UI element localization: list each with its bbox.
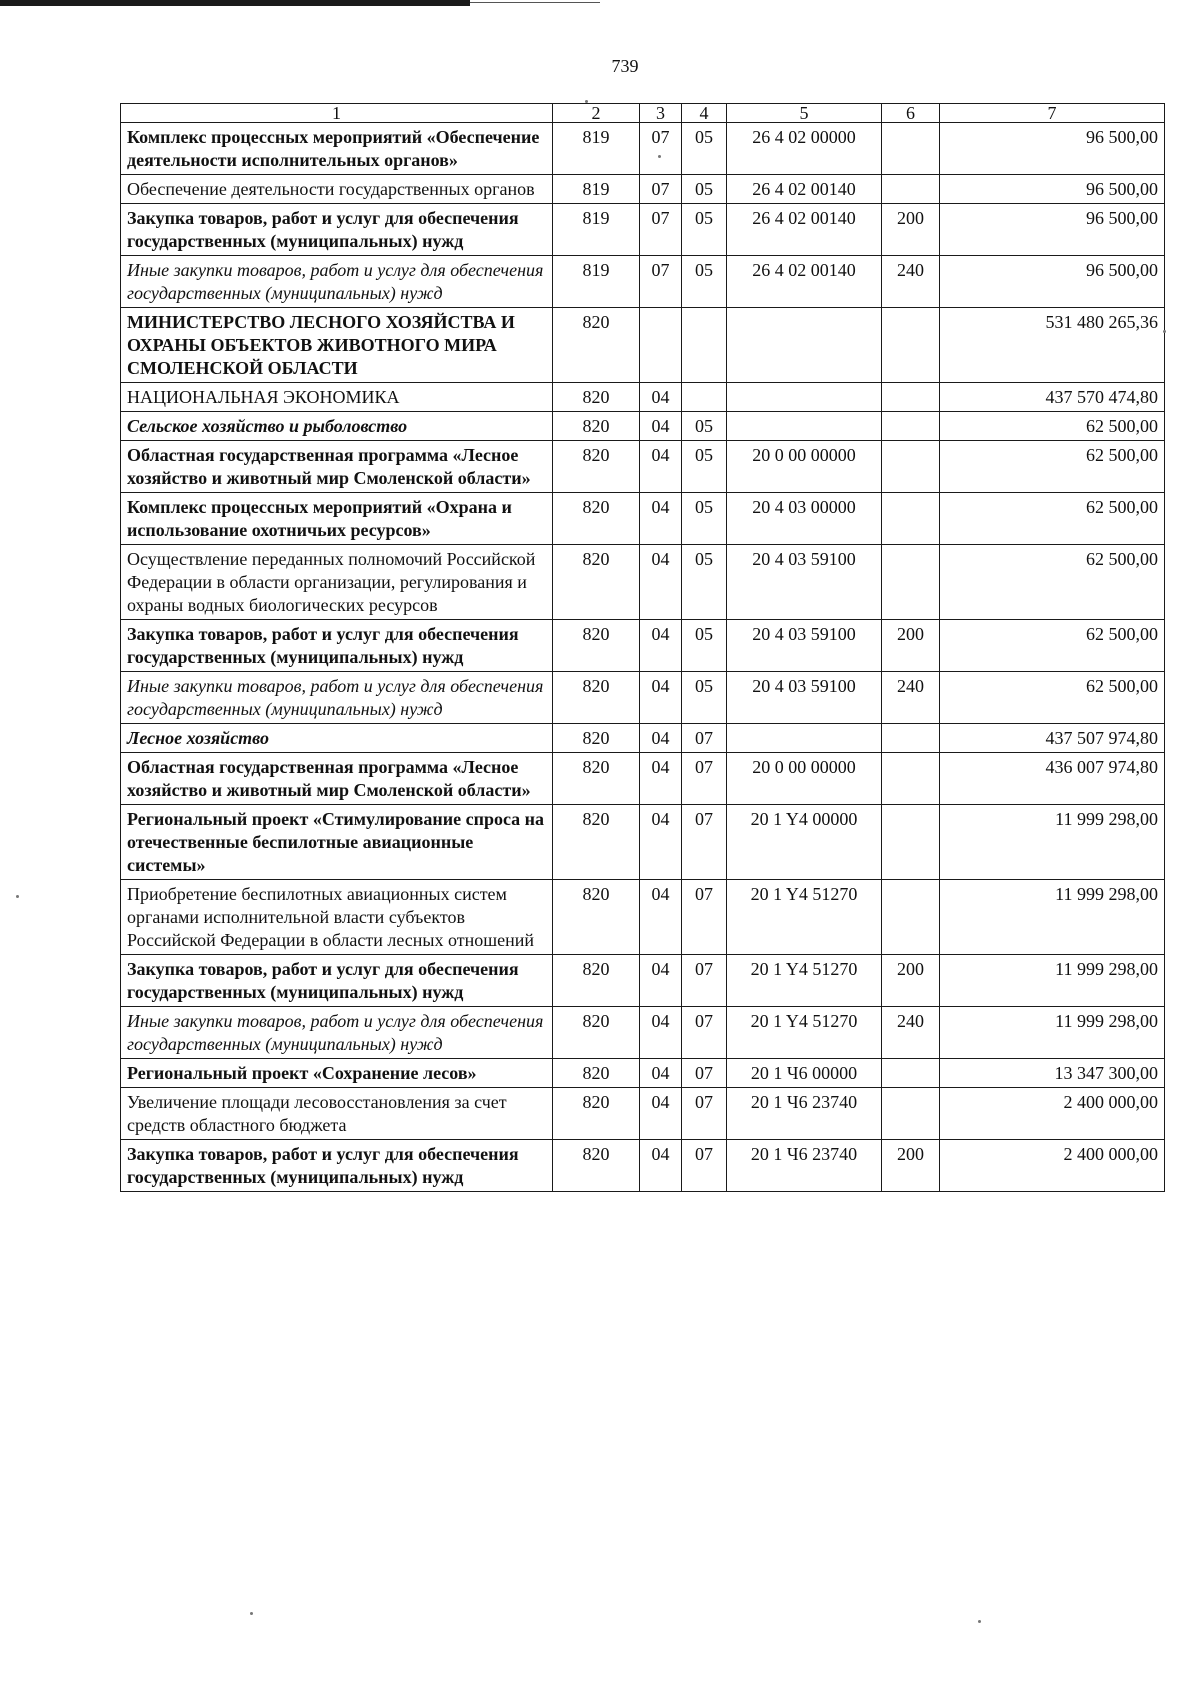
row-admin-code-cell: 820 [553,880,640,955]
row-subsection-code-cell: 05 [682,672,727,724]
header-row [121,104,1165,123]
row-target-code-cell: 20 0 00 00000 [727,753,882,805]
row-expense-type-cell [882,753,940,805]
row-amount-cell: 62 500,00 [940,545,1165,620]
row-admin-code-cell: 820 [553,441,640,493]
row-name-cell: Иные закупки товаров, работ и услуг для обеспечения государственных (муниципальных) нужд [121,256,553,308]
row-target-code-cell: 20 4 03 59100 [727,672,882,724]
row-section-code-cell: 04 [640,1088,682,1140]
row-name-cell: Закупка товаров, работ и услуг для обеспечения государственных (муниципальных) нужд [121,204,553,256]
row-amount-cell: 96 500,00 [940,175,1165,204]
row-subsection-code-cell: 05 [682,620,727,672]
row-subsection-code-cell: 07 [682,1059,727,1088]
row-expense-type-cell: 240 [882,672,940,724]
table-header [121,104,1165,123]
scan-speck [658,155,661,158]
table-row [121,545,1165,620]
row-subsection-code-cell: 07 [682,805,727,880]
row-amount-cell: 96 500,00 [940,204,1165,256]
row-amount-cell: 437 570 474,80 [940,383,1165,412]
row-name-cell: Комплекс процессных мероприятий «Обеспечение деятельности исполнительных органов» [121,123,553,175]
row-amount-cell: 62 500,00 [940,441,1165,493]
row-target-code-cell: 20 1 Y4 00000 [727,805,882,880]
row-target-code-cell: 26 4 02 00140 [727,175,882,204]
row-target-code-cell [727,412,882,441]
row-section-code-cell: 04 [640,805,682,880]
table-row [121,123,1165,175]
row-subsection-code-cell: 07 [682,955,727,1007]
row-expense-type-cell: 200 [882,204,940,256]
row-expense-type-cell [882,308,940,383]
table-row [121,441,1165,493]
row-name-cell: Областная государственная программа «Лесное хозяйство и животный мир Смоленской области» [121,441,553,493]
row-subsection-code-cell: 07 [682,880,727,955]
table-row [121,256,1165,308]
row-name-cell: Иные закупки товаров, работ и услуг для обеспечения государственных (муниципальных) нужд [121,672,553,724]
row-name-cell: Иные закупки товаров, работ и услуг для обеспечения государственных (муниципальных) нужд [121,1007,553,1059]
row-expense-type-cell [882,724,940,753]
row-subsection-code-cell: 05 [682,123,727,175]
row-target-code-cell: 20 1 Ч6 23740 [727,1140,882,1192]
table-row [121,493,1165,545]
row-target-code-cell: 20 1 Y4 51270 [727,880,882,955]
row-admin-code-cell: 820 [553,1140,640,1192]
row-admin-code-cell: 820 [553,805,640,880]
row-target-code-cell [727,308,882,383]
row-amount-cell: 11 999 298,00 [940,880,1165,955]
row-target-code-cell: 26 4 02 00140 [727,256,882,308]
row-subsection-code-cell: 05 [682,441,727,493]
row-expense-type-cell [882,880,940,955]
row-subsection-code-cell [682,383,727,412]
row-name-cell: Закупка товаров, работ и услуг для обеспечения государственных (муниципальных) нужд [121,955,553,1007]
row-expense-type-cell: 240 [882,256,940,308]
row-amount-cell: 2 400 000,00 [940,1088,1165,1140]
row-target-code-cell [727,724,882,753]
header-col-6: 6 [882,104,940,123]
row-admin-code-cell: 820 [553,383,640,412]
row-amount-cell: 96 500,00 [940,256,1165,308]
row-name-cell: Закупка товаров, работ и услуг для обеспечения государственных (муниципальных) нужд [121,620,553,672]
budget-table [120,103,1165,1192]
row-name-cell: МИНИСТЕРСТВО ЛЕСНОГО ХОЗЯЙСТВА И ОХРАНЫ ОБЪЕКТОВ ЖИВОТНОГО МИРА СМОЛЕНСКОЙ ОБЛАСТИ [121,308,553,383]
row-section-code-cell: 04 [640,753,682,805]
row-subsection-code-cell: 07 [682,1088,727,1140]
table-row [121,724,1165,753]
row-subsection-code-cell: 07 [682,1140,727,1192]
row-target-code-cell: 20 1 Y4 51270 [727,1007,882,1059]
row-amount-cell: 2 400 000,00 [940,1140,1165,1192]
row-subsection-code-cell: 05 [682,493,727,545]
table-row [121,955,1165,1007]
row-amount-cell: 96 500,00 [940,123,1165,175]
row-admin-code-cell: 820 [553,672,640,724]
row-amount-cell: 62 500,00 [940,493,1165,545]
row-expense-type-cell [882,493,940,545]
row-target-code-cell: 20 4 03 59100 [727,620,882,672]
row-admin-code-cell: 820 [553,724,640,753]
row-section-code-cell: 07 [640,256,682,308]
scan-speck [585,100,588,103]
header-col-2: 2 [553,104,640,123]
table-row [121,383,1165,412]
row-admin-code-cell: 820 [553,1059,640,1088]
table-body [121,123,1165,1192]
row-section-code-cell: 04 [640,441,682,493]
row-expense-type-cell: 200 [882,1140,940,1192]
table-row [121,412,1165,441]
row-target-code-cell [727,383,882,412]
table-row [121,204,1165,256]
table-row [121,1059,1165,1088]
row-amount-cell: 62 500,00 [940,412,1165,441]
row-expense-type-cell [882,1059,940,1088]
row-section-code-cell: 04 [640,880,682,955]
row-subsection-code-cell: 05 [682,204,727,256]
row-section-code-cell: 04 [640,412,682,441]
row-expense-type-cell: 200 [882,955,940,1007]
row-amount-cell: 62 500,00 [940,620,1165,672]
row-expense-type-cell [882,1088,940,1140]
row-admin-code-cell: 820 [553,1007,640,1059]
row-admin-code-cell: 820 [553,955,640,1007]
row-name-cell: Обеспечение деятельности государственных органов [121,175,553,204]
row-name-cell: Региональный проект «Стимулирование спроса на отечественные беспилотные авиационные системы» [121,805,553,880]
row-admin-code-cell: 819 [553,123,640,175]
page-number: 739 [611,56,639,76]
row-section-code-cell: 04 [640,955,682,1007]
row-expense-type-cell [882,441,940,493]
row-name-cell: Увеличение площади лесовосстановления за счет средств областного бюджета [121,1088,553,1140]
row-section-code-cell: 07 [640,204,682,256]
table-row [121,1007,1165,1059]
row-section-code-cell: 04 [640,1059,682,1088]
row-name-cell: Сельское хозяйство и рыболовство [121,412,553,441]
row-amount-cell: 11 999 298,00 [940,805,1165,880]
row-amount-cell: 13 347 300,00 [940,1059,1165,1088]
row-section-code-cell: 04 [640,383,682,412]
row-admin-code-cell: 820 [553,308,640,383]
row-name-cell: Региональный проект «Сохранение лесов» [121,1059,553,1088]
table-row [121,308,1165,383]
row-admin-code-cell: 820 [553,412,640,441]
row-target-code-cell: 26 4 02 00140 [727,204,882,256]
table-row [121,1140,1165,1192]
row-name-cell: НАЦИОНАЛЬНАЯ ЭКОНОМИКА [121,383,553,412]
row-section-code-cell: 04 [640,545,682,620]
row-section-code-cell: 04 [640,1140,682,1192]
scan-speck [978,1620,981,1623]
row-section-code-cell: 07 [640,175,682,204]
row-admin-code-cell: 820 [553,753,640,805]
page-top-rule-thin [470,2,600,3]
table-row [121,672,1165,724]
row-expense-type-cell [882,383,940,412]
header-col-5: 5 [727,104,882,123]
row-target-code-cell: 20 4 03 59100 [727,545,882,620]
row-subsection-code-cell: 07 [682,753,727,805]
row-subsection-code-cell: 05 [682,175,727,204]
row-expense-type-cell [882,175,940,204]
table-row [121,175,1165,204]
row-admin-code-cell: 820 [553,1088,640,1140]
row-expense-type-cell [882,805,940,880]
header-col-4: 4 [682,104,727,123]
row-expense-type-cell: 200 [882,620,940,672]
row-target-code-cell: 20 0 00 00000 [727,441,882,493]
row-admin-code-cell: 820 [553,620,640,672]
row-target-code-cell: 20 1 Ч6 00000 [727,1059,882,1088]
row-amount-cell: 436 007 974,80 [940,753,1165,805]
row-admin-code-cell: 819 [553,175,640,204]
row-section-code-cell: 07 [640,123,682,175]
scan-speck [16,895,19,898]
row-name-cell: Приобретение беспилотных авиационных систем органами исполнительной власти субъектов Российской Федерации в области лесных отношений [121,880,553,955]
row-expense-type-cell [882,412,940,441]
page-top-rule [0,0,470,6]
row-section-code-cell: 04 [640,724,682,753]
table-row [121,880,1165,955]
header-col-1: 1 [121,104,553,123]
row-subsection-code-cell: 07 [682,1007,727,1059]
row-admin-code-cell: 820 [553,493,640,545]
row-section-code-cell [640,308,682,383]
row-amount-cell: 531 480 265,36 [940,308,1165,383]
row-target-code-cell: 20 1 Y4 51270 [727,955,882,1007]
row-expense-type-cell: 240 [882,1007,940,1059]
table-row [121,620,1165,672]
row-subsection-code-cell: 07 [682,724,727,753]
row-name-cell: Лесное хозяйство [121,724,553,753]
row-name-cell: Закупка товаров, работ и услуг для обеспечения государственных (муниципальных) нужд [121,1140,553,1192]
row-target-code-cell: 20 4 03 00000 [727,493,882,545]
row-name-cell: Осуществление переданных полномочий Российской Федерации в области организации, регулирования и охраны водных биологических ресурсов [121,545,553,620]
row-section-code-cell: 04 [640,620,682,672]
row-name-cell: Областная государственная программа «Лесное хозяйство и животный мир Смоленской области» [121,753,553,805]
row-admin-code-cell: 819 [553,256,640,308]
row-subsection-code-cell: 05 [682,412,727,441]
scan-speck [250,1612,253,1615]
scan-speck [1163,330,1166,333]
row-amount-cell: 437 507 974,80 [940,724,1165,753]
row-subsection-code-cell [682,308,727,383]
row-subsection-code-cell: 05 [682,256,727,308]
row-subsection-code-cell: 05 [682,545,727,620]
row-expense-type-cell [882,123,940,175]
row-amount-cell: 11 999 298,00 [940,955,1165,1007]
row-target-code-cell: 26 4 02 00000 [727,123,882,175]
row-name-cell: Комплекс процессных мероприятий «Охрана и использование охотничьих ресурсов» [121,493,553,545]
table-row [121,805,1165,880]
row-admin-code-cell: 820 [553,545,640,620]
row-amount-cell: 11 999 298,00 [940,1007,1165,1059]
header-col-3: 3 [640,104,682,123]
table-row [121,753,1165,805]
table-row [121,1088,1165,1140]
header-col-7: 7 [940,104,1165,123]
row-section-code-cell: 04 [640,672,682,724]
row-expense-type-cell [882,545,940,620]
row-admin-code-cell: 819 [553,204,640,256]
row-section-code-cell: 04 [640,493,682,545]
row-section-code-cell: 04 [640,1007,682,1059]
row-target-code-cell: 20 1 Ч6 23740 [727,1088,882,1140]
row-amount-cell: 62 500,00 [940,672,1165,724]
